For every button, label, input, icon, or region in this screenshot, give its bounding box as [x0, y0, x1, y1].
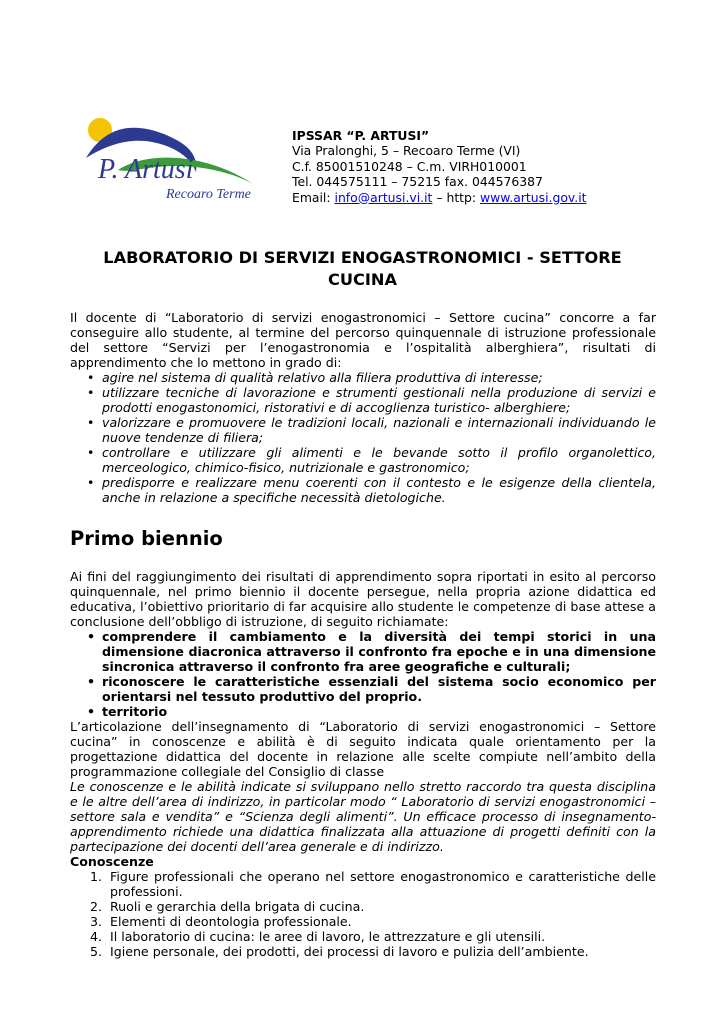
intro-paragraph: Il docente di “Laboratorio di servizi enogastronomici – Settore cucina” concorre a far conseguire allo studente, al termine del percorso quinquennale di istruzione professionale del settore “Servizi per l’enogastronomia e l’ospitalità alberghiera”, risultati di apprendimento che lo mettono in grado di: — [70, 310, 656, 370]
list-item: • utilizzare tecniche di lavorazione e strumenti gestionali nella produzione di servizi e prodotti enogastonomici, ristorativi e di accoglienza turistico- alberghiere; — [70, 385, 656, 415]
list-item — [70, 869, 656, 899]
school-name: IPSSAR “P. ARTUSI” — [292, 128, 430, 143]
item-number: 3. — [90, 914, 103, 929]
biennio-paragraph: Ai fini del raggiungimento dei risultati di apprendimento sopra riportati in esito al percorso quinquennale, nel primo biennio il docente persegue, nella propria azione didattica ed educativa, l’obiettivo prioritario di far acquisire allo studente le competenze di base attese a conclusione dell’obbligo di istruzione, di seguito richiamate: — [70, 569, 656, 629]
articulation-paragraph: L’articolazione dell’insegnamento di “Laboratorio di servizi enogastronomici – Settore cucina” in conoscenze e abilità è di seguito indicata quale orientamento per la progettazione didattica del docente in relazione alle scelte compiute nell’ambito della programmazione collegiale del Consiglio di classe — [70, 719, 656, 779]
item-text: Ruoli e gerarchia della brigata di cucina. — [110, 899, 365, 914]
item-number: 5. — [90, 944, 103, 959]
list-item: • riconoscere le caratteristiche essenziali del sistema socio economico per orientarsi nel tessuto produttivo del proprio. — [70, 674, 656, 704]
school-address: Via Pralonghi, 5 – Recoaro Terme (VI) — [292, 143, 521, 159]
list-item — [70, 914, 656, 929]
school-phone: Tel. 044575111 – 75215 fax. 044576387 — [292, 174, 543, 190]
knowledge-heading: Conoscenze — [70, 854, 154, 869]
list-item: • controllare e utilizzare gli alimenti e le bevande sotto il profilo organolettico, merceologico, chimico-fisico, nutrizionale e gastronomico; — [70, 445, 656, 475]
knowledge-list — [70, 869, 656, 959]
item-text: Elementi di deontologia professionale. — [110, 914, 352, 929]
item-number: 2. — [90, 899, 103, 914]
list-item — [70, 944, 656, 959]
list-item — [70, 899, 656, 914]
list-item: • comprendere il cambiamento e la diversità dei tempi storici in una dimensione diacronica attraverso il confronto fra epoche e in una dimensione sincronica attraverso il confronto fra aree geografiche e culturali; — [70, 629, 656, 674]
item-text: Igiene personale, dei prodotti, dei processi di lavoro e pulizia dell’ambiente. — [110, 944, 589, 959]
item-number: 4. — [90, 929, 103, 944]
document-title: LABORATORIO DI SERVIZI ENOGASTRONOMICI - SETTORE CUCINA — [103, 248, 622, 289]
school-contacts — [292, 190, 652, 205]
email-label: Email: — [292, 189, 335, 205]
item-text: Figure professionali che operano nel settore enogastronomico e caratteristiche delle professioni. — [110, 869, 656, 899]
school-logo — [78, 114, 270, 206]
italic-note: Le conoscenze e le abilità indicate si sviluppano nello stretto raccordo tra questa disciplina e le altre dell’area di indirizzo, in particolar modo “ Laboratorio di servizi enogastronomici – settore sala e vendita” e “Scienza degli alimenti”. Un efficace processo di insegnamento-apprendimento richiede una didattica finalizzata alla attuazione di progetti definiti con la partecipazione dei docenti dell’area generale e di indirizzo. — [70, 779, 656, 854]
item-text: Il laboratorio di cucina: le aree di lavoro, le attrezzature e gli utensili. — [110, 929, 546, 944]
logo-subtitle: Recoaro Terme — [166, 187, 251, 202]
list-item: • territorio — [70, 704, 656, 719]
item-number: 1. — [90, 869, 103, 884]
list-item: • agire nel sistema di qualità relativo alla filiera produttiva di interesse; — [70, 370, 656, 385]
logo-name: P. Artusi — [98, 154, 194, 185]
school-header — [292, 128, 652, 205]
http-label: – http: — [432, 189, 481, 205]
section-heading: Primo biennio — [70, 527, 223, 550]
school-codes: C.f. 85001510248 – C.m. VIRH010001 — [292, 158, 527, 174]
list-item: • valorizzare e promuovere le tradizioni locali, nazionali e internazionali individuando le nuove tendenze di filiera; — [70, 415, 656, 445]
list-item: • predisporre e realizzare menu coerenti con il contesto e le esigenze della clientela, anche in relazione a specifiche necessità dietologiche. — [70, 475, 656, 505]
list-item — [70, 929, 656, 944]
email-link[interactable]: info@artusi.vi.it — [334, 189, 433, 205]
logo-graphic — [78, 114, 270, 206]
website-link[interactable]: www.artusi.gov.it — [480, 189, 587, 205]
competences-list — [70, 629, 656, 719]
document-body — [70, 310, 656, 959]
outcomes-list — [70, 370, 656, 505]
